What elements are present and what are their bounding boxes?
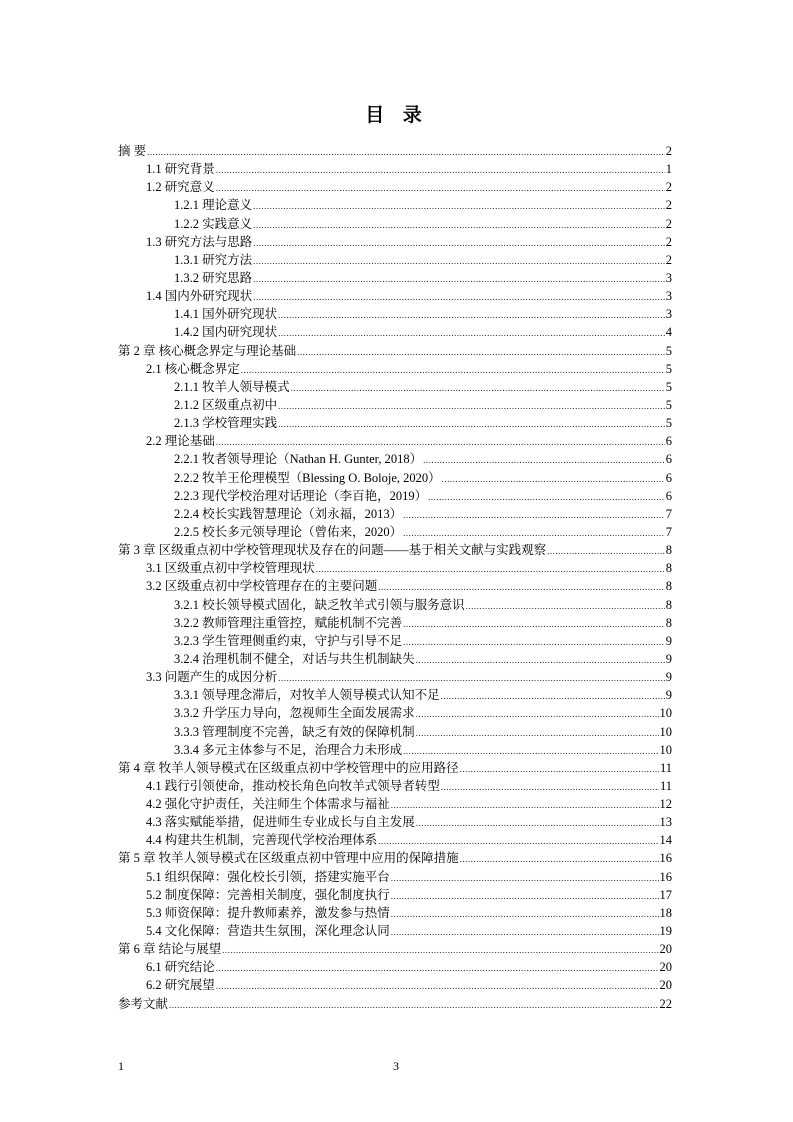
toc-entry-page: 2 (665, 198, 672, 213)
toc-entry[interactable] (118, 995, 672, 1013)
dot-leader (403, 506, 665, 524)
toc-entry-label: 1.2 研究意义 (146, 180, 215, 195)
toc-entry-page: 6 (665, 470, 672, 485)
toc-entry-page: 10 (659, 724, 672, 739)
dot-leader (278, 306, 665, 324)
dot-leader (216, 179, 665, 197)
dot-leader (441, 778, 659, 796)
toc-entry-label: 2.1.3 学校管理实践 (174, 416, 278, 431)
toc-entry-page: 18 (659, 905, 672, 920)
toc-entry-label: 2.1.1 牧羊人领导模式 (174, 379, 290, 394)
toc-entry-label: 第 2 章 核心概念界定与理论基础 (118, 343, 297, 358)
toc-entry-label: 第 6 章 结论与展望 (118, 942, 222, 957)
toc-entry-page: 5 (665, 416, 672, 431)
toc-entry-label: 3.3.2 升学压力导向，忽视师生全面发展需求 (174, 706, 415, 721)
toc-entry-page: 6 (665, 452, 672, 467)
dot-leader (403, 742, 658, 760)
toc-entry-label: 3.1 区级重点初中学校管理现状 (146, 561, 315, 576)
page-title: 目 录 (365, 104, 428, 126)
toc-entry[interactable] (118, 432, 672, 450)
toc-entry[interactable] (118, 596, 672, 614)
dot-leader (403, 615, 665, 633)
toc-entry-page: 3 (665, 270, 672, 285)
toc-entry-page: 7 (665, 506, 672, 521)
toc-entry-label: 1.3.1 研究方法 (174, 252, 253, 267)
toc-entry[interactable] (118, 323, 672, 341)
toc-entry-label: 3.2.1 校长领导模式固化，缺乏牧羊式引领与服务意识 (174, 597, 465, 612)
toc-entry-page: 9 (665, 688, 672, 703)
toc-entry[interactable] (118, 251, 672, 269)
dot-leader (391, 869, 659, 887)
toc-entry-label: 1.3.2 研究思路 (174, 270, 253, 285)
toc-entry-page: 6 (665, 434, 672, 449)
dot-leader (297, 343, 665, 361)
toc-entry[interactable] (118, 196, 672, 214)
toc-entry-page: 10 (659, 706, 672, 721)
toc-entry-page: 8 (665, 597, 672, 612)
toc-entry-page: 9 (665, 633, 672, 648)
toc-entry[interactable] (118, 686, 672, 704)
toc-entry-label: 2.2 理论基础 (146, 434, 215, 449)
toc-entry-label: 3.2.3 学生管理侧重约束，守护与引导不足 (174, 633, 403, 648)
toc-entry-page: 2 (665, 216, 672, 231)
dot-leader (241, 361, 665, 379)
toc-entry[interactable] (118, 668, 672, 686)
toc-entry[interactable] (118, 505, 672, 523)
toc-entry-page: 2 (665, 252, 672, 267)
toc-entry-label: 1.3 研究方法与思路 (146, 234, 253, 249)
toc-entry[interactable] (118, 559, 672, 577)
toc-entry[interactable] (118, 704, 672, 722)
toc-entry-label: 4.1 践行引领使命，推动校长角色向牧羊式领导者转型 (146, 778, 440, 793)
toc-entry[interactable] (118, 396, 672, 414)
dot-leader (253, 270, 665, 288)
toc-entry-page: 16 (659, 869, 672, 884)
toc-entry-page: 8 (665, 615, 672, 630)
dot-leader (460, 850, 659, 868)
toc-entry[interactable] (118, 541, 672, 559)
toc-entry-label: 3.3.1 领导理念滞后，对牧羊人领导模式认知不足 (174, 688, 440, 703)
toc-entry[interactable] (118, 160, 672, 178)
dot-leader (391, 796, 659, 814)
toc-entry[interactable] (118, 215, 672, 233)
toc-entry-label: 第 4 章 牧羊人领导模式在区级重点初中学校管理中的应用路径 (118, 760, 459, 775)
dot-leader (441, 687, 665, 705)
toc-entry-page: 10 (659, 742, 672, 757)
dot-leader (423, 451, 665, 469)
toc-entry[interactable] (118, 632, 672, 650)
toc-entry[interactable] (118, 614, 672, 632)
dot-leader (460, 760, 659, 778)
toc-entry[interactable] (118, 178, 672, 196)
toc-entry-label: 2.2.3 现代学校治理对话理论（李百艳，2019） (174, 488, 428, 503)
toc-entry-page: 8 (665, 561, 672, 576)
toc-entry-label: 1.1 研究背景 (146, 162, 215, 177)
toc-entry-label: 4.4 构建共生机制，完善现代学校治理体系 (146, 833, 378, 848)
toc-entry[interactable] (118, 958, 672, 976)
dot-leader (428, 488, 665, 506)
toc-entry-page: 19 (659, 924, 672, 939)
toc-entry-label: 第 3 章 区级重点初中学校管理现状及存在的问题——基于相关文献与实践观察 (118, 543, 547, 558)
dot-leader (391, 923, 659, 941)
toc-entry-page: 3 (665, 289, 672, 304)
dot-leader (378, 578, 664, 596)
dot-leader (216, 977, 659, 995)
toc-entry-page: 9 (665, 670, 672, 685)
toc-entry-label: 1.4 国内外研究现状 (146, 289, 253, 304)
toc-entry[interactable] (118, 269, 672, 287)
toc-entry-label: 3.3 问题产生的成因分析 (146, 670, 278, 685)
toc-entry-page: 2 (665, 144, 672, 158)
toc-entry-label: 6.1 研究结论 (146, 960, 215, 975)
toc-entry-label: 6.2 研究展望 (146, 978, 215, 993)
toc-entry-page: 5 (665, 397, 672, 412)
toc-entry[interactable] (118, 523, 672, 541)
toc-entry-page: 14 (659, 833, 672, 848)
dot-leader (403, 524, 665, 542)
toc-entry[interactable] (118, 469, 672, 487)
toc-entry-label: 3.2.4 治理机制不健全，对话与共生机制缺失 (174, 651, 415, 666)
dot-leader (278, 415, 665, 433)
toc-entry[interactable] (118, 922, 672, 940)
toc-entry-label: 5.2 制度保障：完善相关制度，强化制度执行 (146, 887, 390, 902)
toc-entry-page: 12 (659, 797, 672, 812)
toc-entry-page: 1 (665, 162, 672, 177)
toc-entry[interactable] (118, 868, 672, 886)
toc-entry-label: 1.4.2 国内研究现状 (174, 325, 278, 340)
toc-entry[interactable] (118, 795, 672, 813)
toc-entry-label: 摘 要 (118, 144, 147, 158)
toc-entry[interactable] (118, 142, 672, 160)
toc-entry-page: 13 (659, 815, 672, 830)
toc-entry-label: 2.2.4 校长实践智慧理论（刘永福，2013） (174, 506, 403, 521)
dot-leader (378, 832, 658, 850)
toc-entry[interactable] (118, 414, 672, 432)
toc-entry[interactable] (118, 904, 672, 922)
dot-leader (253, 216, 665, 234)
toc-entry-label: 2.2.1 牧者领导理论（Nathan H. Gunter, 2018） (174, 452, 423, 467)
toc-entry[interactable] (118, 487, 672, 505)
toc-entry-page: 11 (659, 778, 672, 793)
toc-entry-page: 7 (665, 524, 672, 539)
toc-entry-label: 4.2 强化守护责任，关注师生个体需求与福祉 (146, 797, 390, 812)
toc-entry[interactable] (118, 287, 672, 305)
dot-leader (253, 234, 664, 252)
toc-entry-page: 17 (659, 887, 672, 902)
dot-leader (466, 597, 665, 615)
toc-entry[interactable] (118, 849, 672, 867)
toc-entry[interactable] (118, 813, 672, 831)
toc-entry-label: 参考文献 (118, 996, 169, 1011)
dot-leader (216, 433, 665, 451)
toc-entry-page: 5 (665, 343, 672, 358)
dot-leader (216, 161, 665, 179)
toc-entry-label: 1.2.1 理论意义 (174, 198, 253, 213)
dot-leader (253, 288, 664, 306)
dot-leader (222, 941, 658, 959)
toc-entry[interactable] (118, 577, 672, 595)
toc-entry[interactable] (118, 831, 672, 849)
toc-entry-label: 3.2 区级重点初中学校管理存在的主要问题 (146, 579, 378, 594)
dot-leader (278, 669, 664, 687)
toc-entry[interactable] (118, 940, 672, 958)
toc-entry-page: 11 (659, 760, 672, 775)
dot-leader (416, 724, 659, 742)
toc-entry-page: 2 (665, 180, 672, 195)
dot-leader (169, 996, 658, 1014)
toc-entry-page: 20 (659, 978, 672, 993)
toc-entry-label: 5.3 师资保障：提升教师素养，激发参与热情 (146, 905, 390, 920)
dot-leader (253, 252, 665, 270)
toc-entry[interactable] (118, 305, 672, 323)
toc-entry[interactable] (118, 650, 672, 668)
dot-leader (278, 397, 665, 415)
toc-entry-page: 2 (665, 234, 672, 249)
toc-entry[interactable] (118, 233, 672, 251)
dot-leader (316, 560, 665, 578)
toc-entry-label: 5.4 文化保障：营造共生氛围，深化理念认同 (146, 924, 390, 939)
dot-leader (416, 705, 659, 723)
toc-entry-label: 3.3.4 多元主体参与不足，治理合力未形成 (174, 742, 403, 757)
dot-leader (416, 814, 659, 832)
dot-leader (253, 197, 665, 215)
toc-entry-label: 1.4.1 国外研究现状 (174, 307, 278, 322)
toc-entry[interactable] (118, 723, 672, 741)
toc-entry-label: 3.2.2 教师管理注重管控，赋能机制不完善 (174, 615, 403, 630)
toc-entry-page: 22 (659, 996, 672, 1011)
toc-entry[interactable] (118, 777, 672, 795)
dot-leader (147, 143, 665, 161)
toc-entry[interactable] (118, 378, 672, 396)
toc-entry-page: 8 (665, 543, 672, 558)
toc-entry-label: 4.3 落实赋能举措，促进师生专业成长与自主发展 (146, 815, 415, 830)
toc-entry-page: 20 (659, 942, 672, 957)
toc-entry-label: 第 5 章 牧羊人领导模式在区级重点初中管理中应用的保障措施 (118, 851, 459, 866)
footer-left-number: 1 (118, 1059, 124, 1073)
toc-entry-page: 4 (665, 325, 672, 340)
toc-entry[interactable] (118, 450, 672, 468)
toc-entry-page: 20 (659, 960, 672, 975)
dot-leader (442, 470, 665, 488)
toc-entry-page: 5 (665, 379, 672, 394)
toc-entry-page: 8 (665, 579, 672, 594)
toc-entry-label: 3.3.3 管理制度不完善，缺乏有效的保障机制 (174, 724, 415, 739)
toc-entry[interactable] (118, 759, 672, 777)
toc-entry-label: 2.2.2 牧羊王伦理模型（Blessing O. Boloje, 2020） (174, 470, 441, 485)
dot-leader (291, 379, 665, 397)
dot-leader (403, 633, 665, 651)
toc-entry-label: 5.1 组织保障：强化校长引领，搭建实施平台 (146, 869, 390, 884)
dot-leader (391, 905, 659, 923)
page-number: 3 (393, 1059, 399, 1073)
dot-leader (391, 887, 659, 905)
toc-entry-page: 9 (665, 651, 672, 666)
toc-entry-label: 1.2.2 实践意义 (174, 216, 253, 231)
table-of-contents (118, 142, 672, 1013)
toc-entry[interactable] (118, 360, 672, 378)
toc-entry[interactable] (118, 342, 672, 360)
toc-entry[interactable] (118, 886, 672, 904)
dot-leader (547, 542, 665, 560)
toc-entry[interactable] (118, 741, 672, 759)
toc-entry-label: 2.1 核心概念界定 (146, 361, 240, 376)
dot-leader (216, 959, 659, 977)
toc-entry-page: 6 (665, 488, 672, 503)
toc-entry[interactable] (118, 976, 672, 994)
toc-entry-page: 5 (665, 361, 672, 376)
toc-entry-label: 2.2.5 校长多元领导理论（曾佑来，2020） (174, 524, 403, 539)
dot-leader (416, 651, 665, 669)
dot-leader (278, 324, 665, 342)
toc-entry-page: 3 (665, 307, 672, 322)
toc-entry-page: 16 (659, 851, 672, 866)
toc-entry-label: 2.1.2 区级重点初中 (174, 397, 278, 412)
